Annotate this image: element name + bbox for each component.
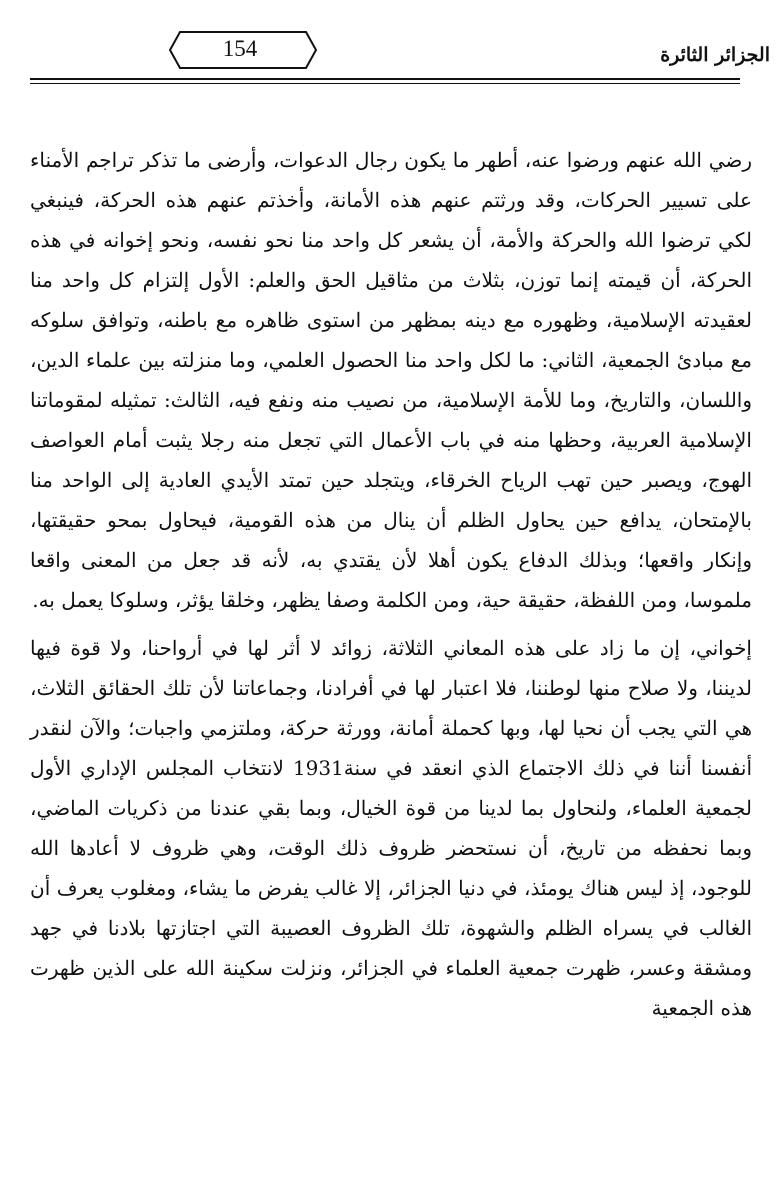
paragraph: إخواني، إن ما زاد على هذه المعاني الثلاثة، زوائد لا أثر لها في أرواحنا، ولا قوة فيها لديننا، ولا صلاح منها لوطننا، فلا اعتبار لها في أفرادنا، وجماعاتنا لأن تلك الحقائق الثلاث، هي التي يجب أن نحيا لها، وبها كحملة أمانة، وورثة حركة، وملتزمي واجبات؛ والآن لنقدر أنفسنا أننا في ذلك الاجتماع الذي انعقد في سنة1931 لانتخاب المجلس الإداري الأول لجمعية العلماء، ولنحاول بما لدينا من قوة الخيال، وبما بقي عندنا من ذكريات الماضي، وبما نحفظه من تاريخ، أن نستحضر ظروف ذلك الوقت، وهي ظروف لا أعادها الله للوجود، إذ ليس هناك يومئذ، في دنيا الجزائر، إلا غالب يفرض ما يشاء، ومغلوب يعرف أن الغالب في يسراه الظلم والشهوة، تلك الظروف العصيبة التي اجتازتها بلادنا في جهد ومشقة وعسر، ظهرت جمعية العلماء في الجزائر، ونزلت سكينة الله على الذين ظهرت هذه الجمعية [30, 636, 753, 1020]
header-rule-thin [30, 83, 740, 84]
body-text [30, 140, 752, 1028]
page-header [0, 0, 779, 100]
running-title: الجزائر الثائرة [660, 44, 770, 66]
header-rule [30, 78, 740, 80]
page-number: 154 [222, 36, 258, 61]
paragraph: رضي الله عنهم ورضوا عنه، أطهر ما يكون رجال الدعوات، وأرضى ما تذكر تراجم الأمناء على تسيير الحركات، وقد ورثتم عنهم هذه الأمانة، وأخذتم عنهم هذه الحركة، فينبغي لكي ترضوا الله والحركة والأمة، أن يشعر كل واحد منا نحو نفسه، ونحو إخوانه في هذه الحركة، أن قيمته إنما توزن، بثلاث من مثاقيل الحق والعلم: الأول إلتزام كل واحد منا لعقيدته الإسلامية، وظهوره مع دينه بمظهر من استوى ظاهره مع باطنه، وتوافق سلوكه مع مبادئ الجمعية، الثاني: ما لكل واحد منا الحصول العلمي، وما منزلته بين علماء الدين، واللسان، والتاريخ، وما للأمة الإسلامية، من نصيب منه ونفع فيه، الثالث: تمثيله لمقوماتنا الإسلامية العربية، وحظها منه في باب الأعمال التي تجعل منه رجلا يثبت أمام العواصف الهوج، ويصبر حين تهب الرياح الخرقاء، ويتجلد حين تمتد الأيدي العادية إلى الواحد منا بالإمتحان، يدافع حين يحاول الظلم أن ينال من هذه القومية، فيحاول بمحو حقيقتها، وإنكار واقعها؛ وبذلك الدفاع يكون أهلا لأن يقتدي به، لأنه قد جعل من المعنى واقعا ملموسا، ومن اللفظة، حقيقة حية، ومن الكلمة وصفا يظهر، وخلقا يؤثر، وسلوكا يعمل به. [30, 148, 752, 612]
